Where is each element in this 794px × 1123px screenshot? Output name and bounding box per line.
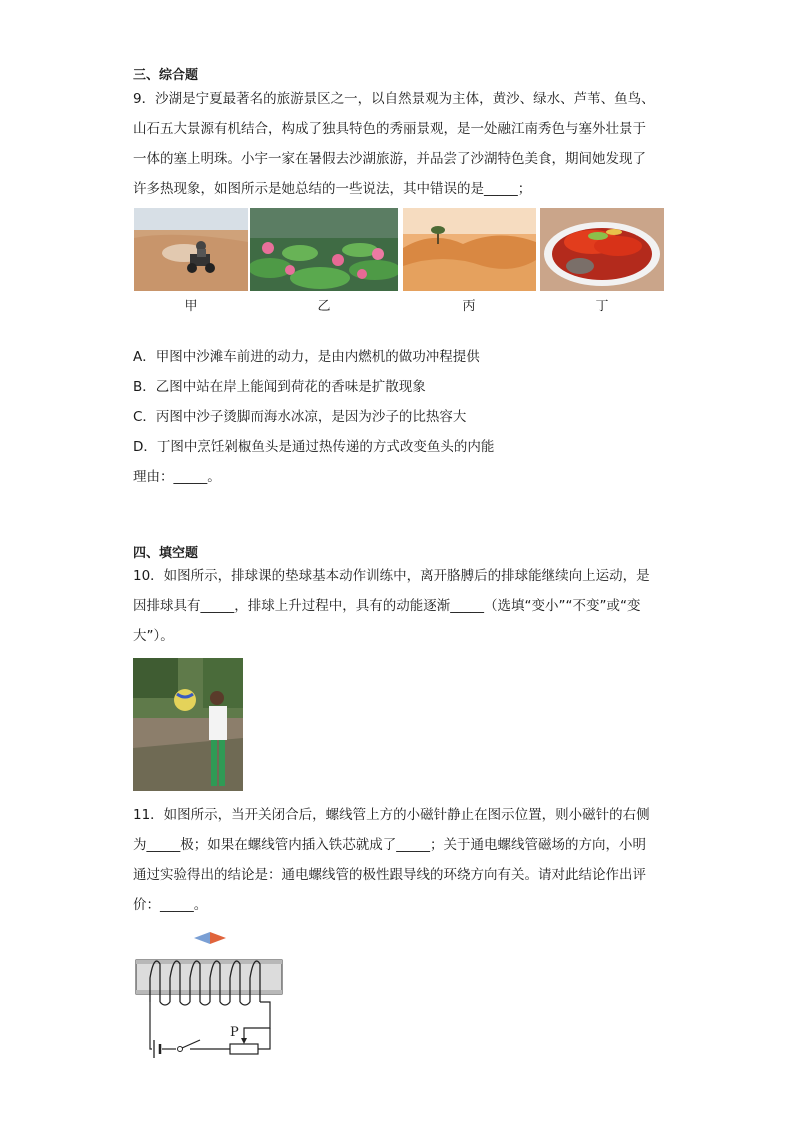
caption-bing: 丙 xyxy=(462,299,476,314)
q10-line-2: 因排球具有_____，排球上升过程中，具有的动能逐渐_____（选填“变小”“不变”或“变 xyxy=(133,598,641,614)
solenoid-circuit-diagram xyxy=(130,928,290,1060)
q11-line-2: 为_____极；如果在螺线管内插入铁芯就成了_____；关于通电螺线管磁场的方向，小明 xyxy=(133,837,646,853)
q9-line-3: 一体的塞上明珠。小宇一家在暑假去沙湖旅游，并品尝了沙湖特色美食，期间她发现了 xyxy=(133,151,646,167)
photo-desert xyxy=(403,208,536,291)
rheostat-label: P xyxy=(230,1025,239,1040)
q9-line-4: 许多热现象，如图所示是她总结的一些说法，其中错误的是_____； xyxy=(133,181,532,197)
q11-line-4: 价：_____。 xyxy=(133,897,208,913)
caption-yi: 乙 xyxy=(317,299,331,314)
q10-line-3: 大”）。 xyxy=(133,628,174,644)
q9-line-2: 山石五大景源有机结合，构成了独具特色的秀丽景观，是一处融江南秀色与塞外壮景于 xyxy=(133,121,646,137)
section3-heading: 三、综合题 xyxy=(133,68,199,83)
section4-heading: 四、填空题 xyxy=(133,546,199,561)
photo-sand-buggy xyxy=(134,208,248,291)
photo-volleyball xyxy=(133,658,243,791)
q9-option-c: C．丙图中沙子烫脚而海水冰凉，是因为沙子的比热容大 xyxy=(133,409,467,425)
q9-stem xyxy=(133,84,663,204)
compass-needle-right xyxy=(210,932,226,944)
photo-lotus xyxy=(250,208,398,291)
q9-reason: 理由：_____。 xyxy=(133,469,221,485)
q11-line-1: 11．如图所示，当开关闭合后，螺线管上方的小磁针静止在图示位置，则小磁针的右侧 xyxy=(133,807,650,823)
caption-ding: 丁 xyxy=(595,299,609,314)
caption-jia: 甲 xyxy=(184,299,198,314)
rheostat xyxy=(230,1044,258,1054)
photo-fish-head xyxy=(540,208,664,291)
q9-line-1: 9．沙湖是宁夏最著名的旅游景区之一，以自然景观为主体，黄沙、绿水、芦苇、鱼鸟、 xyxy=(133,91,655,107)
compass-needle-left xyxy=(194,932,210,944)
q9-option-d: D．丁图中烹饪剁椒鱼头是通过热传递的方式改变鱼头的内能 xyxy=(133,439,495,455)
q9-option-a: A．甲图中沙滩车前进的动力，是由内燃机的做功冲程提供 xyxy=(133,349,480,365)
q10-line-1: 10．如图所示，排球课的垫球基本动作训练中，离开胳膊后的排球能继续向上运动，是 xyxy=(133,568,650,584)
q11-stem xyxy=(133,800,663,920)
q9-option-b: B．乙图中站在岸上能闻到荷花的香味是扩散现象 xyxy=(133,379,426,395)
q9-options xyxy=(133,342,663,492)
q10-stem xyxy=(133,561,663,651)
q11-line-3: 通过实验得出的结论是：通电螺线管的极性跟导线的环绕方向有关。请对此结论作出评 xyxy=(133,867,646,883)
